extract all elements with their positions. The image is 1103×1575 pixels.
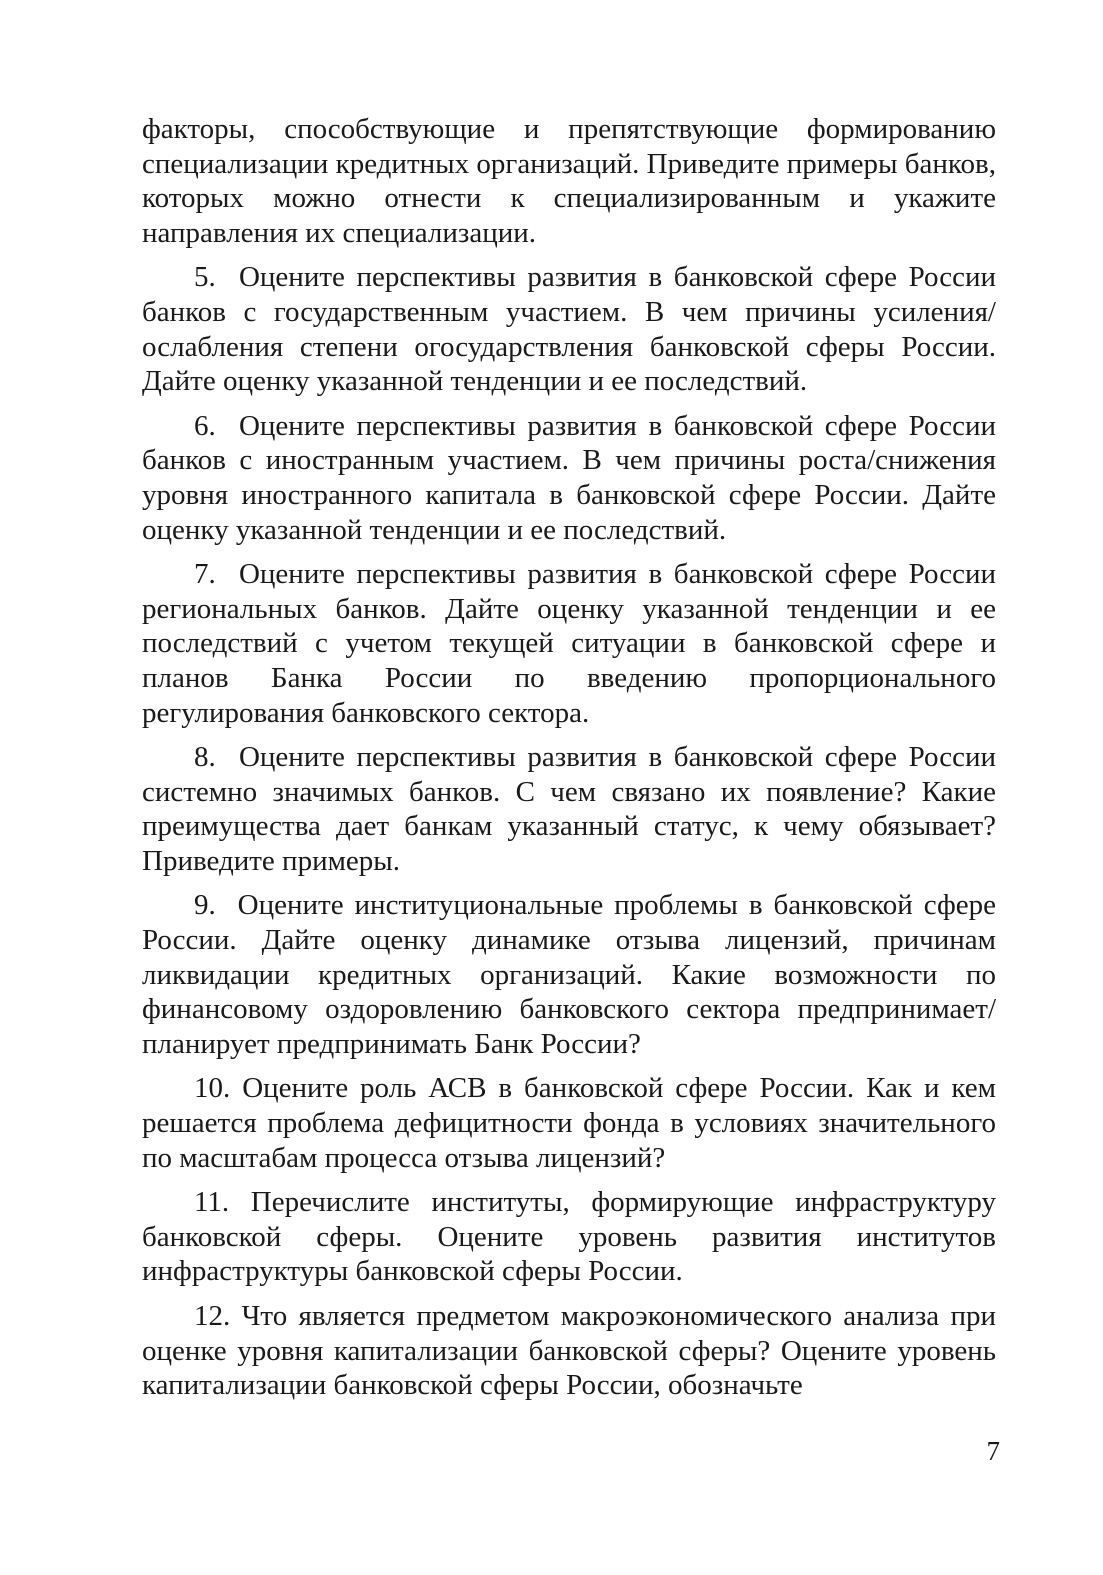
question-11: 11. Перечислите институты, формирующие инфраструктуру банковской сферы. Оцените уровень развития институтов инфраструктуры банковской сферы России. <box>142 1186 996 1288</box>
question-12: 12. Что является предметом макроэкономического анализа при оценке уровня капитализации банковской сферы? Оцените уровень капитализации банковской сферы России, обозначьте <box>142 1300 996 1402</box>
page-number: 7 <box>986 1436 1000 1466</box>
question-8: 8. Оцените перспективы развития в банковской сфере России системно значимых банков. С чем связано их появление? Какие преимущества дает банкам указанный статус, к чему обязывает? Приведите примеры. <box>142 741 996 877</box>
question-7: 7. Оцените перспективы развития в банковской сфере России региональных банков. Дайте оценку указанной тенденции и ее последствий с учетом текущей ситуации в банковской сфере и планов Банка России по введению пропорционального регулирования банковского сектора. <box>142 558 996 729</box>
paragraph-continuation: факторы, способствующие и препятствующие формированию специализации кредитных организаций. Приведите примеры банков, которых можно отнести к специализированным и укажите направления их специализации. <box>142 113 996 249</box>
body-text <box>142 112 996 1413</box>
question-5: 5. Оцените перспективы развития в банковской сфере России банков с государственным участием. В чем причины усиления/ослабления степени огосударствления банковской сферы России. Дайте оценку указанной тенденции и ее последствий. <box>142 261 996 398</box>
question-10: 10. Оцените роль АСВ в банковской сфере России. Как и кем решается проблема дефицитности фонда в условиях значительного по масштабам процесса отзыва лицензий? <box>142 1072 996 1174</box>
question-9: 9. Оцените институциональные проблемы в банковской сфере России. Дайте оценку динамике отзыва лицензий, причинам ликвидации кредитных организаций. Какие возможности по финансовому оздоровлению банковского сектора предпринимает/планирует предпринимать Банк России? <box>142 889 996 1060</box>
question-6: 6. Оцените перспективы развития в банковской сфере России банков с иностранным участием. В чем причины роста/снижения уровня иностранного капитала в банковской сфере России. Дайте оценку указанной тенденции и ее последствий. <box>142 409 996 546</box>
